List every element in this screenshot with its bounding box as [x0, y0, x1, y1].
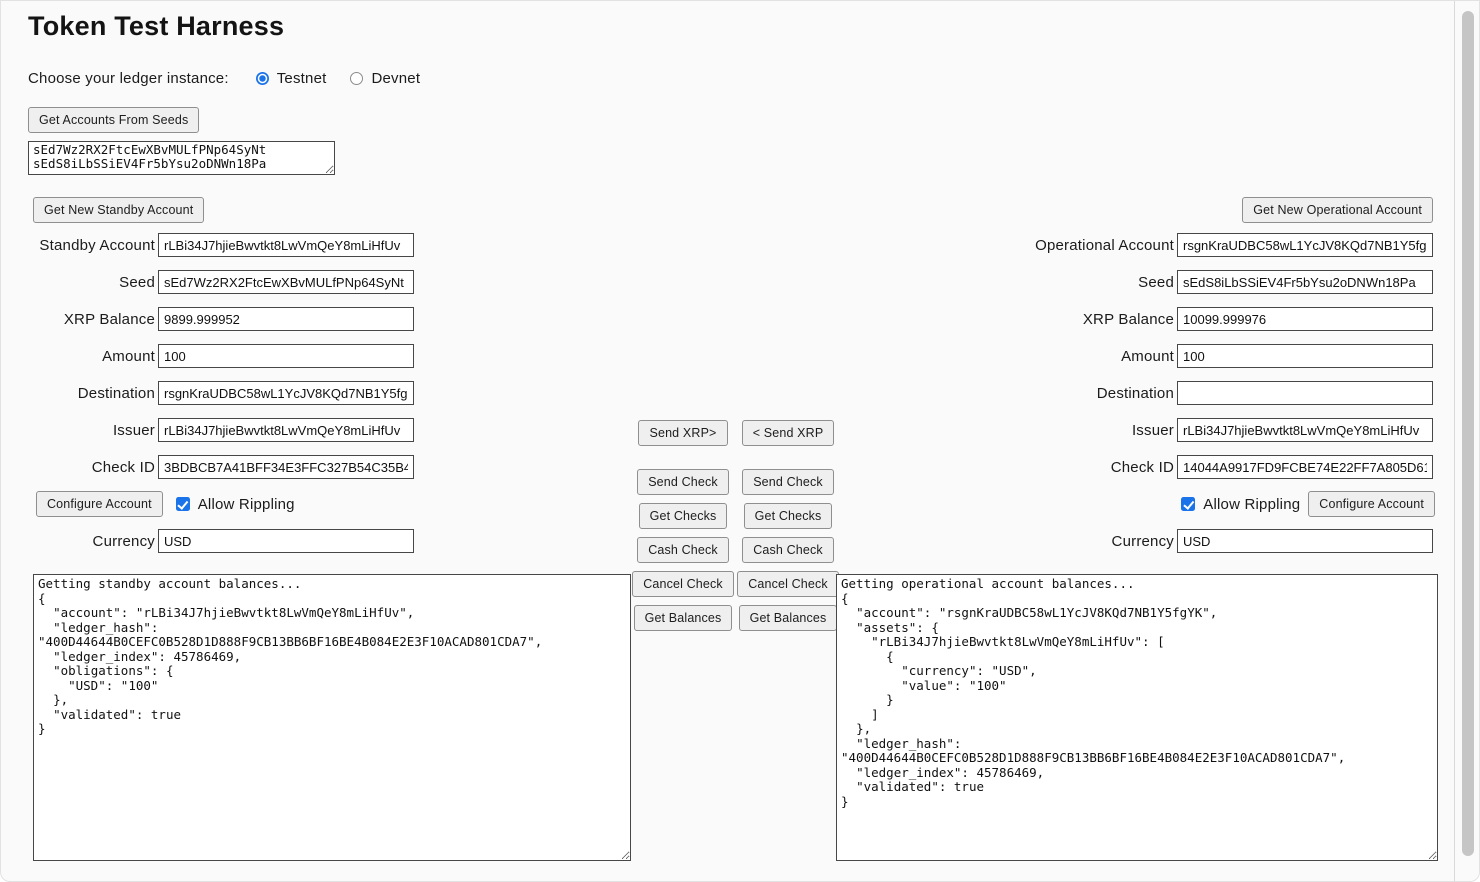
- radio-option-testnet[interactable]: [256, 70, 327, 87]
- standby-results-textarea[interactable]: [33, 574, 631, 861]
- standby-issuer-input[interactable]: [158, 418, 414, 442]
- operational-send-check-button[interactable]: Send Check: [742, 469, 834, 495]
- standby-destination-label: Destination: [77, 384, 155, 402]
- standby-account-row: [1, 233, 416, 257]
- standby-xrp-balance-label: XRP Balance: [63, 310, 155, 328]
- operational-amount-row: [1017, 344, 1437, 368]
- standby-xrp-balance-input[interactable]: [158, 307, 414, 331]
- operational-xrp-balance-row: [1017, 307, 1437, 331]
- operational-send-xrp-button[interactable]: < Send XRP: [742, 420, 835, 446]
- standby-allow-rippling-label: Allow Rippling: [197, 495, 295, 513]
- operational-check-id-row: [1017, 455, 1437, 479]
- standby-amount-label: Amount: [102, 347, 155, 365]
- standby-check-id-input[interactable]: [158, 455, 414, 479]
- operational-check-id-label: Check ID: [1110, 458, 1174, 476]
- testnet-radio-icon[interactable]: [256, 72, 269, 85]
- standby-actions-column: [637, 420, 729, 639]
- operational-amount-input[interactable]: [1177, 344, 1433, 368]
- operational-seed-label: Seed: [1138, 273, 1174, 291]
- standby-seed-row: [1, 270, 416, 294]
- operational-actions-column: [742, 420, 834, 639]
- operational-get-balances-button[interactable]: Get Balances: [739, 605, 838, 631]
- ledger-instance-label: Choose your ledger instance:: [28, 69, 229, 87]
- standby-issuer-label: Issuer: [112, 421, 155, 439]
- operational-get-checks-button[interactable]: Get Checks: [744, 503, 833, 529]
- standby-get-checks-button[interactable]: Get Checks: [639, 503, 728, 529]
- operational-account-input[interactable]: [1177, 233, 1433, 257]
- standby-get-balances-button[interactable]: Get Balances: [634, 605, 733, 631]
- ledger-chooser: [28, 67, 444, 89]
- operational-fields: [1017, 233, 1437, 566]
- operational-issuer-input[interactable]: [1177, 418, 1433, 442]
- get-accounts-from-seeds-button[interactable]: Get Accounts From Seeds: [28, 107, 199, 133]
- standby-destination-row: [1, 381, 416, 405]
- standby-check-id-label: Check ID: [91, 458, 155, 476]
- operational-allow-rippling-checkbox[interactable]: [1181, 497, 1195, 511]
- standby-amount-row: [1, 344, 416, 368]
- operational-currency-row: [1017, 529, 1437, 553]
- standby-issuer-row: [1, 418, 416, 442]
- standby-seed-input[interactable]: [158, 270, 414, 294]
- page-title: Token Test Harness: [28, 11, 285, 41]
- standby-check-id-row: [1, 455, 416, 479]
- operational-cancel-check-button[interactable]: Cancel Check: [737, 571, 839, 597]
- testnet-radio-label: Testnet: [276, 69, 327, 87]
- standby-xrp-balance-row: [1, 307, 416, 331]
- scrollbar-thumb[interactable]: [1462, 11, 1474, 856]
- operational-allow-rippling-label: Allow Rippling: [1203, 495, 1301, 513]
- standby-destination-input[interactable]: [158, 381, 414, 405]
- standby-account-input[interactable]: [158, 233, 414, 257]
- operational-currency-label: Currency: [1111, 532, 1174, 550]
- operational-issuer-row: [1017, 418, 1437, 442]
- scrollbar-track[interactable]: [1454, 1, 1479, 881]
- operational-currency-input[interactable]: [1177, 529, 1433, 553]
- standby-configure-row: [36, 492, 416, 516]
- operational-seed-row: [1017, 270, 1437, 294]
- standby-cash-check-button[interactable]: Cash Check: [637, 537, 729, 563]
- standby-cancel-check-button[interactable]: Cancel Check: [632, 571, 734, 597]
- operational-amount-label: Amount: [1121, 347, 1174, 365]
- standby-amount-input[interactable]: [158, 344, 414, 368]
- standby-fields: [1, 233, 416, 566]
- operational-destination-input[interactable]: [1177, 381, 1433, 405]
- standby-configure-account-button[interactable]: Configure Account: [36, 491, 163, 517]
- operational-destination-row: [1017, 381, 1437, 405]
- standby-account-label: Standby Account: [39, 236, 155, 254]
- standby-allow-rippling-checkbox[interactable]: [176, 497, 190, 511]
- operational-configure-account-button[interactable]: Configure Account: [1308, 491, 1435, 517]
- operational-check-id-input[interactable]: [1177, 455, 1433, 479]
- account-seeds-textarea[interactable]: [28, 141, 335, 175]
- operational-issuer-label: Issuer: [1131, 421, 1174, 439]
- operational-configure-row: [1017, 492, 1437, 516]
- get-new-standby-account-button[interactable]: Get New Standby Account: [33, 197, 204, 223]
- operational-xrp-balance-input[interactable]: [1177, 307, 1433, 331]
- operational-destination-label: Destination: [1096, 384, 1174, 402]
- devnet-radio-label: Devnet: [371, 69, 421, 87]
- operational-results-textarea[interactable]: [836, 574, 1438, 861]
- operational-seed-input[interactable]: [1177, 270, 1433, 294]
- operational-cash-check-button[interactable]: Cash Check: [742, 537, 834, 563]
- operational-account-row: [1017, 233, 1437, 257]
- operational-xrp-balance-label: XRP Balance: [1082, 310, 1174, 328]
- get-new-operational-account-button[interactable]: Get New Operational Account: [1242, 197, 1433, 223]
- standby-currency-input[interactable]: [158, 529, 414, 553]
- devnet-radio-icon[interactable]: [350, 72, 363, 85]
- standby-send-check-button[interactable]: Send Check: [637, 469, 729, 495]
- radio-option-devnet[interactable]: [350, 70, 420, 87]
- standby-currency-row: [1, 529, 416, 553]
- operational-account-label: Operational Account: [1035, 236, 1174, 254]
- standby-send-xrp-button[interactable]: Send XRP>: [638, 420, 727, 446]
- standby-currency-label: Currency: [92, 532, 155, 550]
- standby-seed-label: Seed: [119, 273, 155, 291]
